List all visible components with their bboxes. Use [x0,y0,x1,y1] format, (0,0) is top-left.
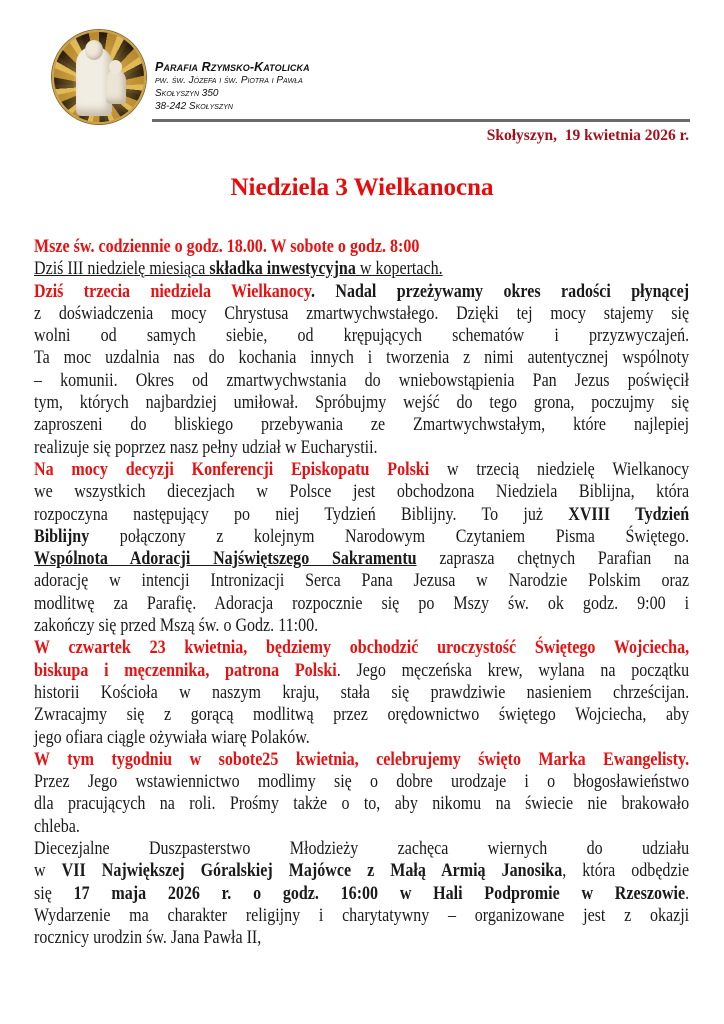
paragraph-line: realizuje się poprzez nasz pełny udział w Eucharystii. [34,436,378,458]
bold-underlined-phrase: Wspólnota Adoracji Najświętszego Sakramentu [34,548,417,570]
text: . Nadal przeżywamy okres radości płynącej [310,280,690,302]
text: w [34,860,62,882]
paragraph-line: rocznicy urodzin św. Jana Pawła II, [34,927,262,949]
event-date-place: 17 maja 2026 r. o godz. 16:00 w Hali Podpromie w Rzeszowie [73,882,686,904]
paragraph-line: jego ofiara ciągle ożywiała wiarę Polaków. [34,726,310,748]
paragraph-line: Ta moc uzdalnia nas do kochania innych i tworzenia z nimi autentycznej wspólnoty [34,347,690,369]
paragraph-line [34,459,689,481]
parish-dedication: pw. św. Józefa i św. Piotra i Pawła [155,75,303,86]
paragraph-line [34,526,689,548]
paragraph-line: Wydarzenie ma charakter religijny i charytatywny – organizowane jest z okazji [34,904,690,926]
paragraph-line: Zwracajmy się z gorącą modlitwą przez orędownictwo świętego Wojciecha, aby [34,704,690,726]
address-line-2: 38-242 Skołyszyn [155,101,233,112]
collection-note [34,258,689,280]
event-name: VII Największej Góralskiej Majówce z Małą Armią Janosika [61,860,563,882]
paragraph-line: Przez Jego wstawiennictwo modlimy się o dobre urodzaje i o błogosławieństwo [34,771,690,793]
announcements [34,236,689,950]
text: zaprasza chętnych Parafian na [416,548,690,570]
paragraph-line: chleba. [34,815,80,837]
highlight: Na mocy decyzji Konferencji Episkopatu Polski [34,458,430,480]
paragraph-line: Diecezjalne Duszpasterstwo Młodzieży zachęca wiernych do udziału [34,838,690,860]
paragraph-line [34,504,689,526]
paragraph-line: dla pracujących na roli. Prośmy także o to, aby nikomu na świecie nie brakowało [34,793,690,815]
paragraph-line: we wszystkich diecezjach w Polsce jest obchodzona Niedziela Biblijna, która [34,481,690,503]
page-title: Niedziela 3 Wielkanocna [230,174,494,201]
paragraph-line [34,883,689,905]
header-divider [152,119,690,122]
paragraph-line: adorację w intencji Intronizacji Serca Pana Jezusa w Narodzie Polskim oraz [34,570,690,592]
parish-name: Parafia Rzymsko-Katolicka [155,60,310,74]
text: się [34,882,74,904]
paragraph-line [34,548,689,570]
text: rozpoczyna następujący po niej Tydzień Biblijny. To już [34,503,569,525]
paragraph-line: z doświadczenia mocy Chrystusa zmartwychwstałego. Dzięki tej mocy stajemy się [34,302,690,324]
parish-logo [52,30,146,124]
logo-head-joseph [85,40,103,60]
highlight: Dziś trzecia niedziela Wielkanocy [34,280,311,302]
address-line-1: Skołyszyn 350 [155,88,219,99]
highlight-line: W tym tygodniu w sobote25 kwietnia, celebrujemy święto Marka Ewangelisty. [34,748,690,770]
paragraph-line: modlitwę za Parafię. Adoracja rozpocznie się po Mszy św. ok godz. 9:00 i [34,592,690,614]
highlight: biskupa i męczennika, patrona Polski [34,659,337,681]
paragraph-line [34,660,689,682]
text: . [685,882,690,904]
logo-figure-child [106,70,126,104]
mass-times: Msze św. codziennie o godz. 18.00. W sobote o godz. 8:00 [34,236,420,257]
paragraph-line: tym, których najbardziej umiłował. Spróbujmy wejść do tego grona, poczujmy się [34,392,690,414]
date-line: Skołyszyn, 19 kwietnia 2026 r. [486,127,689,144]
text: , która odbędzie [562,860,690,882]
text: w trzecią niedzielę Wielkanocy [429,458,690,480]
letterhead [155,60,310,113]
paragraph-line: wolni od samych siebie, od krępujących schematów i przyzwyczajeń. [34,325,690,347]
highlight-line: W czwartek 23 kwietnia, będziemy obchodzić uroczystość Świętego Wojciecha, [34,637,690,659]
paragraph-line: historii Kościoła w naszym kraju, stała się prawdziwie nasieniem chrześcijan. [34,681,690,703]
paragraph-line [34,860,689,882]
text: połączony z kolejnym Narodowym Czytaniem Pisma Świętego. [89,525,690,547]
text: w kopertach. [355,258,443,280]
paragraph-line [34,281,689,303]
logo-head-child [109,60,122,74]
paragraph-line: zakończy się przed Mszą św. o Godz. 11:00. [34,615,319,637]
text: Dziś III niedzielę miesiąca [34,258,210,280]
text: . Jego męczeńska krew, wylana na początku [336,659,690,681]
bold-phrase: Biblijny [34,525,90,547]
bold-phrase: XVIII Tydzień [568,503,690,525]
paragraph-line: zaproszeni do bliskiego przebywania ze Zmartwychwstałym, które najlepiej [34,414,690,436]
collection-type: składka inwestycyjna [209,258,356,280]
paragraph-line: – komunii. Okres od zmartwychwstania do wniebowstąpienia Pan Jezus poświęcił [34,369,690,391]
